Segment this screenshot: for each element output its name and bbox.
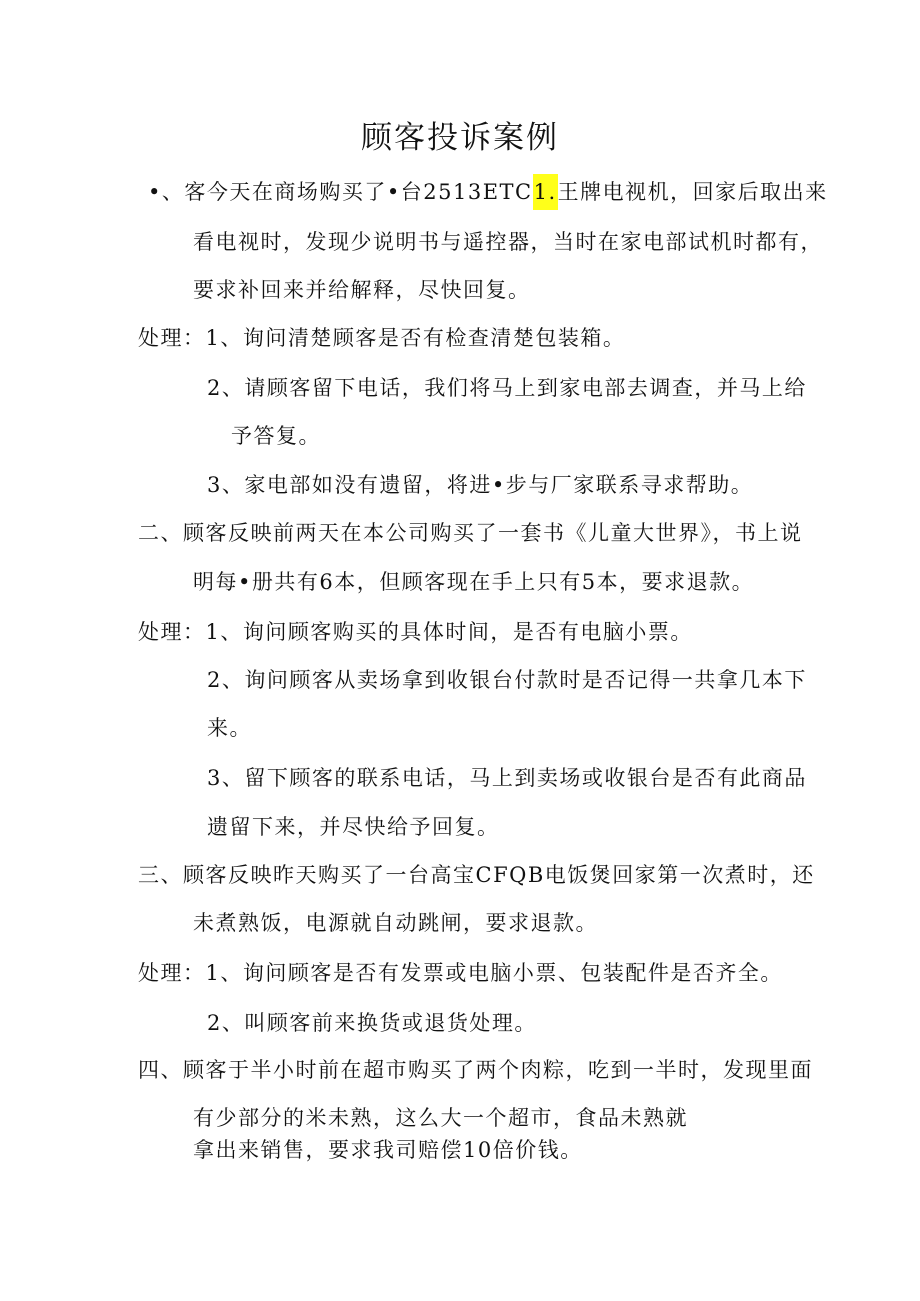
case-2-line-1: 二、顾客反映前两天在本公司购买了一套书《儿童大世界》，书上说: [138, 521, 803, 545]
case-3-step-2: 2、叫顾客前来换货或退货处理。: [207, 1011, 537, 1035]
case-3-line-2: 未煮熟饭，电源就自动跳闸，要求退款。: [193, 911, 598, 935]
case-1-line-1: [148, 177, 828, 207]
case-3-line-1: 三、顾客反映昨天购买了一台高宝CFQB电饭煲回家第一次煮时，还: [138, 863, 815, 887]
case-2-handling: 处理：1、询问顾客购买的具体时间，是否有电脑小票。: [138, 620, 693, 644]
case-4-line-3: 拿出来销售，要求我司赔偿10倍价钱。: [193, 1138, 583, 1162]
case-1-line-1-pre: •、客今天在商场购买了•台2513ETC: [148, 180, 533, 204]
case-3-handling: 处理：1、询问顾客是否有发票或电脑小票、包装配件是否齐全。: [138, 961, 783, 985]
case-2-step-2: 2、询问顾客从卖场拿到收银台付款时是否记得一共拿几本下: [207, 668, 807, 692]
case-2-step-2-cont: 来。: [207, 716, 252, 740]
case-1-step-3: 3、家电部如没有遗留，将进•步与厂家联系寻求帮助。: [207, 473, 754, 497]
case-4-line-2: 有少部分的米未熟，这么大一个超市，食品未熟就: [193, 1106, 688, 1130]
case-4-line-1: 四、顾客于半小时前在超市购买了两个肉粽，吃到一半时，发现里面: [138, 1058, 813, 1082]
case-1-step-2: 2、请顾客留下电话，我们将马上到家电部去调查，并马上给: [207, 376, 807, 400]
case-1-handling: 处理：1、询问清楚顾客是否有检查清楚包装箱。: [138, 326, 626, 350]
case-1-line-1-post: 王牌电视机，回家后取出来: [557, 180, 828, 204]
case-1-step-2-cont: 予答复。: [231, 424, 321, 448]
case-2-step-3: 3、留下顾客的联系电话，马上到卖场或收银台是否有此商品: [207, 766, 807, 790]
case-2-step-3-cont: 遗留下来，并尽快给予回复。: [207, 815, 500, 839]
case-2-line-2: 明每•册共有6本，但顾客现在手上只有5本，要求退款。: [193, 570, 755, 594]
case-1-line-3: 要求补回来并给解释，尽快回复。: [193, 278, 531, 302]
case-1-line-2: 看电视时，发现少说明书与遥控器，当时在家电部试机时都有，: [193, 230, 823, 254]
page-title: 顾客投诉案例: [361, 120, 559, 156]
highlighted-text: 1.: [533, 174, 558, 210]
